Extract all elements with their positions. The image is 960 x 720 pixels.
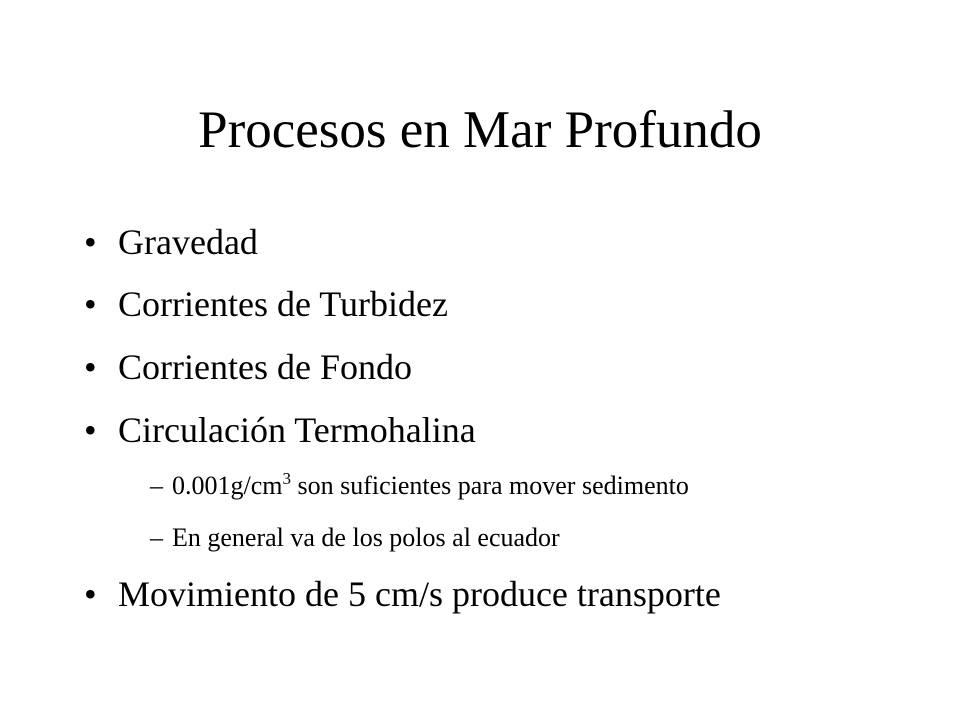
- bullet-marker: •: [84, 410, 97, 450]
- dash-marker: –: [150, 523, 163, 552]
- bullet-marker: •: [84, 347, 97, 387]
- bullet-text: Corrientes de Turbidez: [118, 284, 448, 324]
- sub-bullet-text-main: 0.001g/cm: [172, 471, 283, 500]
- bullet-text: Circulación Termohalina: [118, 410, 476, 450]
- bullet-item: [84, 284, 448, 324]
- bullet-item: [84, 410, 476, 450]
- bullet-item: [84, 347, 412, 387]
- bullet-marker: •: [84, 222, 97, 262]
- bullet-text: Movimiento de 5 cm/s produce transporte: [118, 574, 721, 614]
- bullet-marker: •: [84, 574, 97, 614]
- sub-bullet-item: [150, 522, 560, 554]
- sub-bullet-item: [150, 470, 689, 502]
- bullet-item: [84, 574, 721, 614]
- bullet-marker: •: [84, 284, 97, 324]
- bullet-text: Gravedad: [118, 222, 258, 262]
- superscript: 3: [282, 469, 291, 488]
- sub-bullet-text: En general va de los polos al ecuador: [172, 523, 560, 552]
- slide-title: Procesos en Mar Profundo: [198, 101, 762, 159]
- bullet-text: Corrientes de Fondo: [118, 347, 412, 387]
- dash-marker: –: [150, 471, 163, 500]
- sub-bullet-text-rest: son suficientes para mover sedimento: [291, 471, 689, 500]
- bullet-item: [84, 222, 258, 262]
